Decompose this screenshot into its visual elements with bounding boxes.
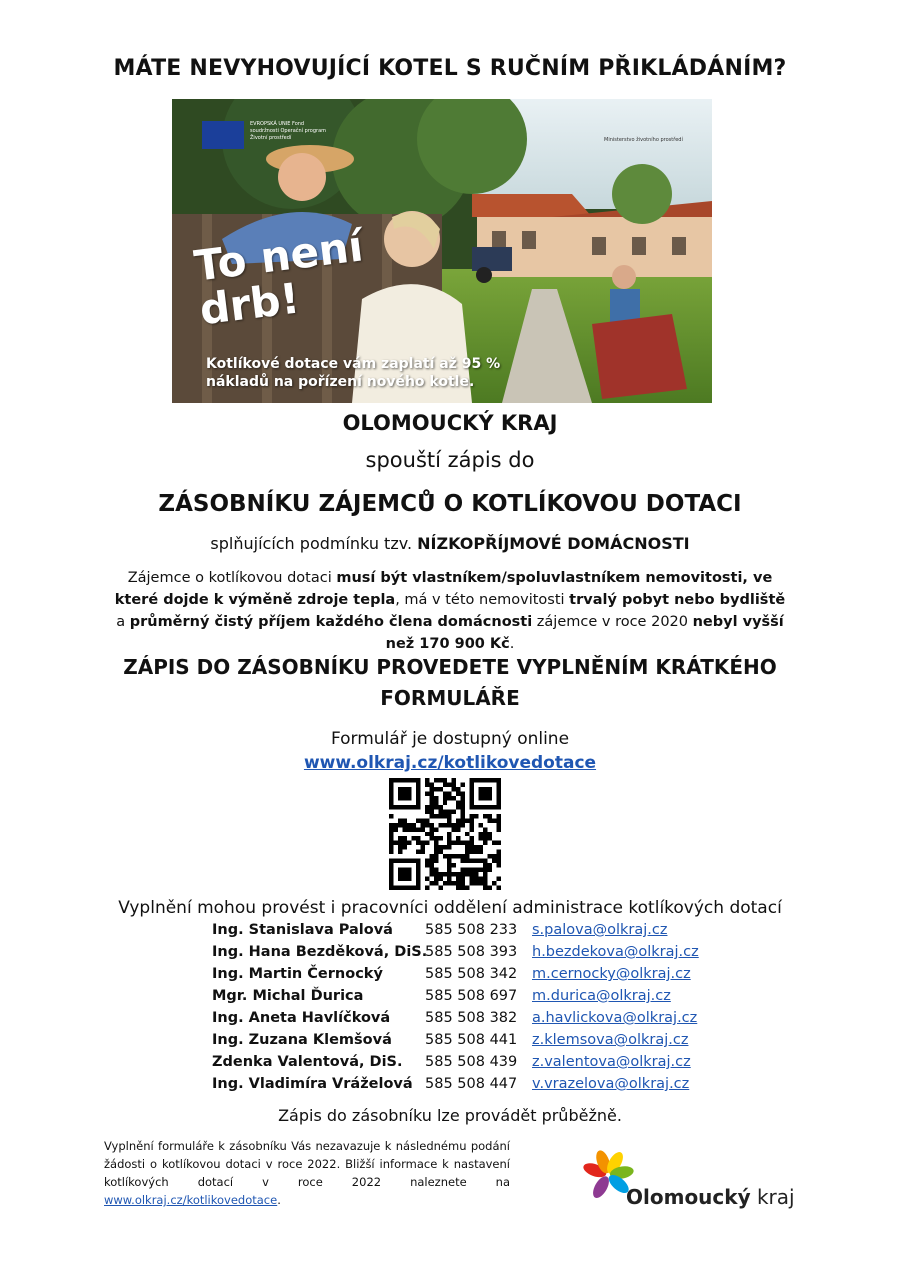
- eu-flag-logo: [202, 121, 244, 149]
- launch-text: spouští zápis do: [365, 448, 535, 472]
- contact-email-link[interactable]: m.durica@olkraj.cz: [532, 988, 671, 1004]
- staff-intro: Vyplnění mohou provést i pracovníci oddělení administrace kotlíkových dotací: [118, 898, 782, 918]
- condition-prefix: splňujících podmínku tzv.: [210, 534, 418, 553]
- contact-name: Ing. Martin Černocký: [212, 966, 383, 982]
- form-available-text: Formulář je dostupný online: [330, 729, 570, 749]
- hero-caption-line2: nákladů na pořízení nového kotle.: [206, 374, 475, 390]
- contact-name: Ing. Hana Bezděková, DiS.: [212, 944, 428, 960]
- disclaimer-text: Vyplnění formuláře k zásobníku Vás nezavazuje k následnému podání žádosti o kotlíkovou dotaci v roce 2022. Bližší informace k nastavení kotlíkových dotací v roce 2022 naleznete na: [104, 1139, 510, 1189]
- contact-phone: 585 508 447: [425, 1076, 518, 1092]
- para-text-5: .: [509, 636, 515, 652]
- contact-email-link[interactable]: z.klemsova@olkraj.cz: [532, 1032, 689, 1048]
- contact-phone: 585 508 382: [425, 1010, 518, 1026]
- para-bold-4: nebyl vyšší než 170 900 Kč: [385, 614, 784, 652]
- contact-phone: 585 508 439: [425, 1054, 518, 1070]
- para-bold-2: trvalý pobyt nebo bydliště: [569, 592, 786, 608]
- eu-program-text: EVROPSKÁ UNIE Fond soudržnosti Operační program Životní prostředí: [250, 121, 327, 141]
- para-text-2: , má v této nemovitosti: [395, 592, 570, 608]
- hero-caption-line1: Kotlíkové dotace vám zaplatí až 95 %: [206, 356, 501, 372]
- disclaimer: [104, 1137, 510, 1209]
- qr-code[interactable]: [389, 778, 501, 890]
- headline: MÁTE NEVYHOVUJÍCÍ KOTEL S RUČNÍM PŘIKLÁDÁNÍM?: [113, 56, 787, 81]
- contact-name: Ing. Aneta Havlíčková: [212, 1010, 391, 1026]
- reservoir-title: ZÁSOBNÍKU ZÁJEMCŮ O KOTLÍKOVOU DOTACI: [158, 491, 742, 517]
- contact-email-link[interactable]: s.palova@olkraj.cz: [532, 922, 668, 938]
- contact-email-link[interactable]: a.havlickova@olkraj.cz: [532, 1010, 698, 1026]
- form-heading: ZÁPIS DO ZÁSOBNÍKU PROVEDETE VYPLNĚNÍM KRÁTKÉHO FORMULÁŘE: [123, 655, 777, 710]
- contact-phone: 585 508 441: [425, 1032, 518, 1048]
- ongoing-note: Zápis do zásobníku lze provádět průběžně.: [278, 1106, 622, 1125]
- organization-name: OLOMOUCKÝ KRAJ: [342, 411, 558, 435]
- contact-name: Ing. Vladimíra Vráželová: [212, 1076, 413, 1092]
- para-bold-1: musí být vlastníkem/spoluvlastníkem nemovitosti, ve které dojde k výměně zdroje tepla: [114, 570, 773, 608]
- contact-name: Ing. Zuzana Klemšová: [212, 1032, 392, 1048]
- eligibility-paragraph: [110, 567, 790, 655]
- hero-photo: [172, 99, 712, 403]
- hero-slogan-line2: drb!: [196, 273, 303, 335]
- logo-text-bold: Olomoucký: [626, 1185, 751, 1209]
- contact-email-link[interactable]: h.bezdekova@olkraj.cz: [532, 944, 699, 960]
- ministry-logo-text: Ministerstvo životního prostředí: [604, 137, 683, 143]
- contact-email-link[interactable]: v.vrazelova@olkraj.cz: [532, 1076, 690, 1092]
- disclaimer-link[interactable]: www.olkraj.cz/kotlikovedotace: [104, 1193, 278, 1207]
- hero-caption: [206, 355, 500, 391]
- contact-phone: 585 508 393: [425, 944, 518, 960]
- para-bold-3: průměrný čistý příjem každého člena domácnosti: [129, 614, 533, 630]
- contact-phone: 585 508 342: [425, 966, 518, 982]
- contact-email-link[interactable]: z.valentova@olkraj.cz: [532, 1054, 691, 1070]
- para-text-3: a: [116, 614, 130, 630]
- olomoucky-kraj-logo: [580, 1145, 800, 1215]
- form-url-link[interactable]: www.olkraj.cz/kotlikovedotace: [303, 753, 597, 773]
- contact-name: Zdenka Valentová, DiS.: [212, 1054, 403, 1070]
- para-text-1: Zájemce o kotlíkovou dotaci: [127, 570, 337, 586]
- contact-phone: 585 508 233: [425, 922, 518, 938]
- contact-email-link[interactable]: m.cernocky@olkraj.cz: [532, 966, 691, 982]
- hero-slogan-line1: To není: [191, 221, 366, 291]
- condition-line: [0, 534, 900, 553]
- condition-bold: NÍZKOPŘÍJMOVÉ DOMÁCNOSTI: [417, 534, 690, 553]
- contact-name: Mgr. Michal Ďurica: [212, 988, 364, 1004]
- logo-text-regular: kraj: [750, 1185, 795, 1209]
- contact-phone: 585 508 697: [425, 988, 518, 1004]
- logo-text: [626, 1185, 795, 1209]
- contact-name: Ing. Stanislava Palová: [212, 922, 393, 938]
- para-text-4: zájemce v roce 2020: [532, 614, 693, 630]
- disclaimer-end: .: [277, 1193, 281, 1207]
